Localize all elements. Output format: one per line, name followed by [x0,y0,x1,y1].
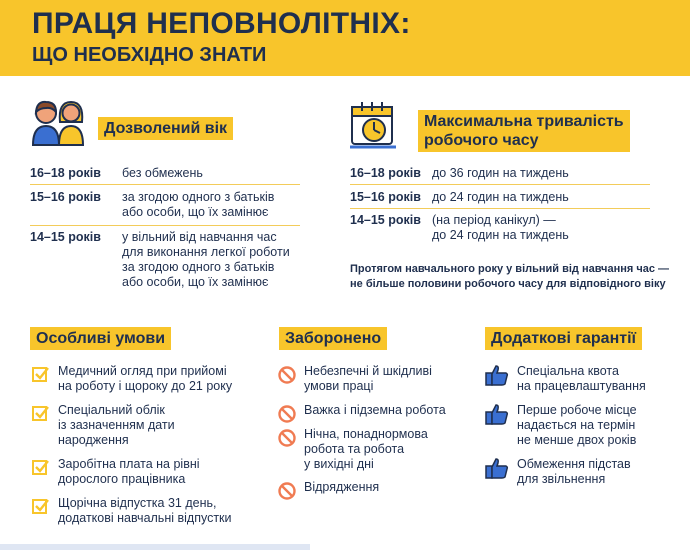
special-item-line: народження [58,433,129,447]
age-row [30,166,300,182]
guarantee-item-line: Спеціальна квота [517,364,619,378]
forbidden-item-line: Нічна, понаднормова [304,427,428,441]
age-value-line: без обмежень [122,166,203,180]
prohibited-icon [278,366,296,384]
header-banner [0,0,690,76]
hours-row [350,166,650,182]
hours-title-line: робочого часу [424,132,539,149]
forbidden-section-title: Заборонено [279,327,387,350]
checkbox-icon [32,498,50,516]
divider [350,184,650,185]
checkbox-icon [32,366,50,384]
thumbs-up-icon [485,403,509,425]
guarantee-item-line: на працевлаштування [517,379,646,393]
hours-value-line: до 24 годин на тиждень [432,190,569,204]
age-value-line: або особи, що їх замінює [122,275,269,289]
age-value-line: або особи, що їх замінює [122,205,269,219]
special-item-line: дорослого працівника [58,472,186,486]
hours-note [350,262,670,292]
guarantee-item-line: Обмеження підстав [517,457,631,471]
special-item-line: додаткові навчальні відпустки [58,511,232,525]
hours-value-line: до 36 годин на тиждень [432,166,569,180]
guarantee-item-line: надається на термін [517,418,636,432]
checkbox-icon [32,459,50,477]
hours-title-line: Максимальна тривалість [424,113,624,130]
divider [350,208,650,209]
forbidden-item-line: Важка і підземна робота [304,403,446,417]
age-value-line: у вільний від навчання час [122,230,277,244]
hours-row [350,213,650,245]
special-item-line: Щорічна відпустка 31 день, [58,496,217,510]
prohibited-icon [278,405,296,423]
age-label: 15–16 років [30,190,101,204]
hours-note-line: Протягом навчального року у вільний від навчання час — [350,263,670,275]
special-item-line: на роботу і щороку до 21 року [58,379,233,393]
guarantee-item-line: Перше робоче місце [517,403,637,417]
hours-label: 15–16 років [350,190,421,204]
forbidden-item-line: робота та робота [304,442,405,456]
hours-label: 16–18 років [350,166,421,180]
age-value-line: за згодою одного з батьків [122,190,275,204]
age-row [30,190,300,222]
age-section-title: Дозволений вік [98,117,233,140]
prohibited-icon [278,429,296,447]
special-item-line: із зазначенням дати [58,418,175,432]
checkbox-icon [32,405,50,423]
calendar-clock-icon [350,100,400,150]
thumbs-up-icon [485,457,509,479]
page-subtitle: ЩО НЕОБХІДНО ЗНАТИ [32,44,267,66]
age-label: 16–18 років [30,166,101,180]
forbidden-item-line: Відрядження [304,480,380,494]
age-value-line: за згодою одного з батьків [122,260,275,274]
age-label: 14–15 років [30,230,101,244]
hours-note-line: не більше половини робочого часу для відповідного віку [350,278,666,290]
thumbs-up-icon [485,364,509,386]
guarantees-section-title: Додаткові гарантії [485,327,642,350]
special-item-line: Медичний огляд при прийомі [58,364,227,378]
special-item-line: Заробітна плата на рівні [58,457,200,471]
children-icon [30,100,86,146]
hours-value-line: (на період канікул) — [432,213,556,227]
age-value-line: для виконання легкої роботи [122,245,290,259]
prohibited-icon [278,482,296,500]
forbidden-item-line: у вихідні дні [304,457,374,471]
hours-value-line: до 24 годин на тиждень [432,228,569,242]
hours-label: 14–15 років [350,213,421,227]
hours-row [350,190,650,206]
forbidden-item-line: умови праці [304,379,374,393]
divider [30,225,300,226]
special-section-title: Особливі умови [30,327,171,350]
age-row [30,230,310,292]
page-title: ПРАЦЯ НЕПОВНОЛІТНІХ: [32,7,411,40]
guarantee-item-line: для звільнення [517,472,606,486]
hours-section-title [418,110,630,152]
divider [30,184,300,185]
footer-strip [0,544,310,550]
special-item-line: Спеціальний облік [58,403,165,417]
guarantee-item-line: не менше двох років [517,433,637,447]
forbidden-item-line: Небезпечні й шкідливі [304,364,432,378]
